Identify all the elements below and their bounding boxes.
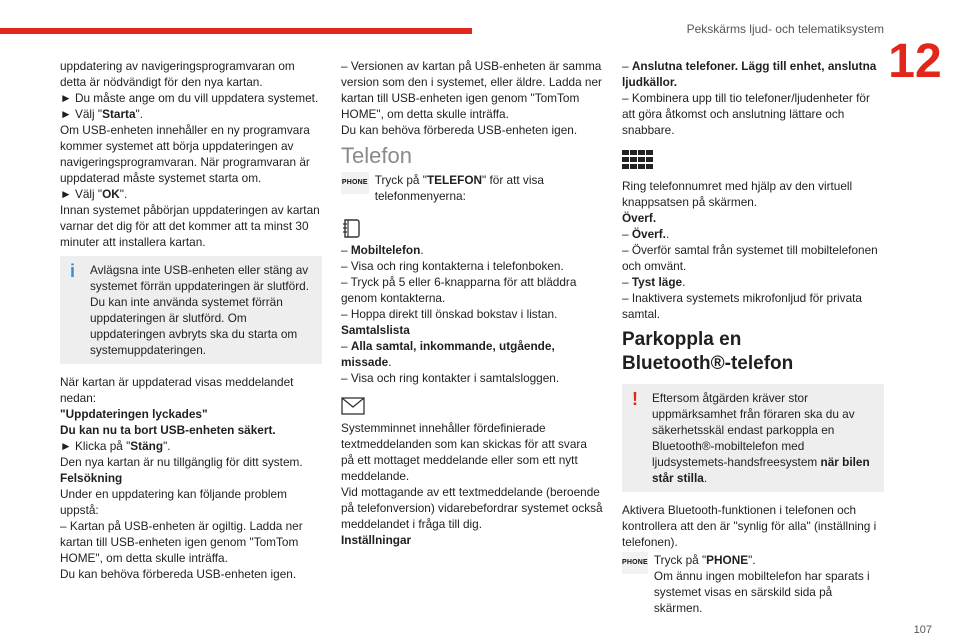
- paragraph: Ring telefonnumret med hjälp av den virtuell knappsatsen på skärmen.: [622, 179, 853, 209]
- subheading: Samtalslista: [341, 323, 410, 337]
- paragraph: Du kan nu ta bort USB-enheten säkert.: [60, 423, 276, 437]
- paragraph: Under en uppdatering kan följande problem uppstå:: [60, 487, 287, 517]
- info-note: [60, 256, 322, 364]
- paragraph: – Versionen av kartan på USB-enheten är samma version som den i systemet, eller äldre. Ladda ner kartan till USB-enheten igen genom "TomTom HOME", om detta skulle inträffa.: [341, 59, 602, 121]
- paragraph: "Uppdateringen lyckades": [60, 407, 208, 421]
- chapter-number: 12: [888, 35, 942, 88]
- paragraph: uppdatering av navigeringsprogramvaran om detta är nödvändigt för den nya kartan.: [60, 59, 295, 89]
- paragraph: ► Du måste ange om du vill uppdatera systemet.: [60, 91, 319, 105]
- subheading: Inställningar: [341, 533, 412, 547]
- page-header: Pekskärms ljud- och telematiksystem: [686, 22, 884, 36]
- section-title-telefon: Telefon: [341, 143, 412, 168]
- paragraph: Vid mottagande av ett textmeddelande (beroende på telefonversion) vidarebefordrar systemet också meddelandet i fråga till dig.: [341, 485, 603, 531]
- phone-instruction: [622, 552, 884, 616]
- paragraph: ► Välj "Starta".: [60, 107, 144, 121]
- paragraph: Systemminnet innehåller fördefinierade textmeddelanden som kan skickas för att svara på ett mottaget meddelande eller som ett nytt meddelande.: [341, 421, 587, 483]
- section-title-bluetooth: Parkoppla en Bluetooth®-telefon: [622, 329, 794, 374]
- paragraph: – Överf..: [622, 227, 670, 241]
- paragraph: – Inaktivera systemets mikrofonljud för privata samtal.: [622, 291, 862, 321]
- paragraph: – Överför samtal från systemet till mobiltelefonen och omvänt.: [622, 243, 878, 273]
- paragraph: – Hoppa direkt till önskad bokstav i listan.: [341, 307, 558, 321]
- paragraph: Du kan behöva förbereda USB-enheten igen.: [341, 123, 578, 137]
- paragraph: – Kombinera upp till tio telefoner/ljudenheter för att göra åtkomst och anslutning lättare och snabbare.: [622, 91, 870, 137]
- paragraph: – Tryck på 5 eller 6-knapparna för att bläddra genom kontakterna.: [341, 275, 577, 305]
- note-text: Eftersom åtgärden kräver stor uppmärksamhet från föraren ska du av säkerhetsskäl endast parkoppla en Bluetooth®-mobiltelefon med ljudsystemets-handsfreesystem när bilen står stilla.: [652, 391, 870, 485]
- paragraph: Om ännu ingen mobiltelefon har sparats i systemet visas en särskild sida på skärmen.: [653, 569, 870, 615]
- paragraph: – Mobiltelefon.: [341, 243, 424, 257]
- paragraph: – Alla samtal, inkommande, utgående, missade.: [341, 339, 555, 369]
- paragraph: Innan systemet påbörjan uppdateringen av kartan varnar det dig för att det kommer att ta minst 30 minuter att installera kartan.: [60, 203, 320, 249]
- subheading: Felsökning: [60, 471, 123, 485]
- paragraph: Den nya kartan är nu tillgänglig för ditt system.: [60, 455, 303, 469]
- phone-instruction: [341, 172, 603, 204]
- keypad-icon: [622, 146, 884, 174]
- phone-button-icon: PHONE: [622, 552, 648, 574]
- paragraph: – Visa och ring kontakter i samtalsloggen.: [341, 371, 560, 385]
- column-2: [341, 58, 603, 548]
- paragraph: Du kan behöva förbereda USB-enheten igen.: [60, 567, 297, 581]
- paragraph: – Anslutna telefoner. Lägg till enhet, anslutna ljudkällor.: [622, 59, 877, 89]
- phone-button-icon: PHONE: [341, 172, 369, 194]
- paragraph: ► Välj "OK".: [60, 187, 128, 201]
- paragraph: Tryck på "TELEFON" för att visa telefonmenyerna:: [374, 173, 544, 203]
- envelope-icon: [341, 392, 603, 420]
- column-3: [622, 58, 884, 626]
- info-icon: i: [70, 261, 76, 281]
- column-1: [60, 58, 322, 582]
- subheading: Överf.: [622, 211, 657, 225]
- paragraph: ► Klicka på "Stäng".: [60, 439, 171, 453]
- chapter-color-bar: [0, 28, 472, 34]
- paragraph: – Visa och ring kontakterna i telefonboken.: [341, 259, 564, 273]
- contacts-book-icon: [341, 214, 603, 242]
- paragraph: Aktivera Bluetooth-funktionen i telefonen och kontrollera att den är "synlig för alla" (inställning i telefonen).: [622, 503, 877, 549]
- note-text: Avlägsna inte USB-enheten eller stäng av systemet förrän uppdateringen är slutförd. Du kan inte använda systemet förrän uppdateringen är slutförd. Om uppdateringen avbryts ska du starta om systemuppdateringen.: [90, 263, 310, 357]
- paragraph: När kartan är uppdaterad visas meddelandet nedan:: [60, 375, 294, 405]
- paragraph: – Tyst läge.: [622, 275, 686, 289]
- page-number: 107: [913, 624, 932, 636]
- paragraph: Tryck på "PHONE".: [653, 553, 756, 567]
- warning-note: [622, 384, 884, 492]
- paragraph: – Kartan på USB-enheten är ogiltig. Ladda ner kartan till USB-enheten igen genom "TomTom HOME", om detta skulle inträffa.: [60, 519, 303, 565]
- warning-icon: !: [632, 389, 638, 409]
- paragraph: Om USB-enheten innehåller en ny programvara kommer systemet att börja uppdateringen av navigeringsprogramvaran. När programvaran är uppdaterad måste systemet starta om.: [60, 123, 310, 185]
